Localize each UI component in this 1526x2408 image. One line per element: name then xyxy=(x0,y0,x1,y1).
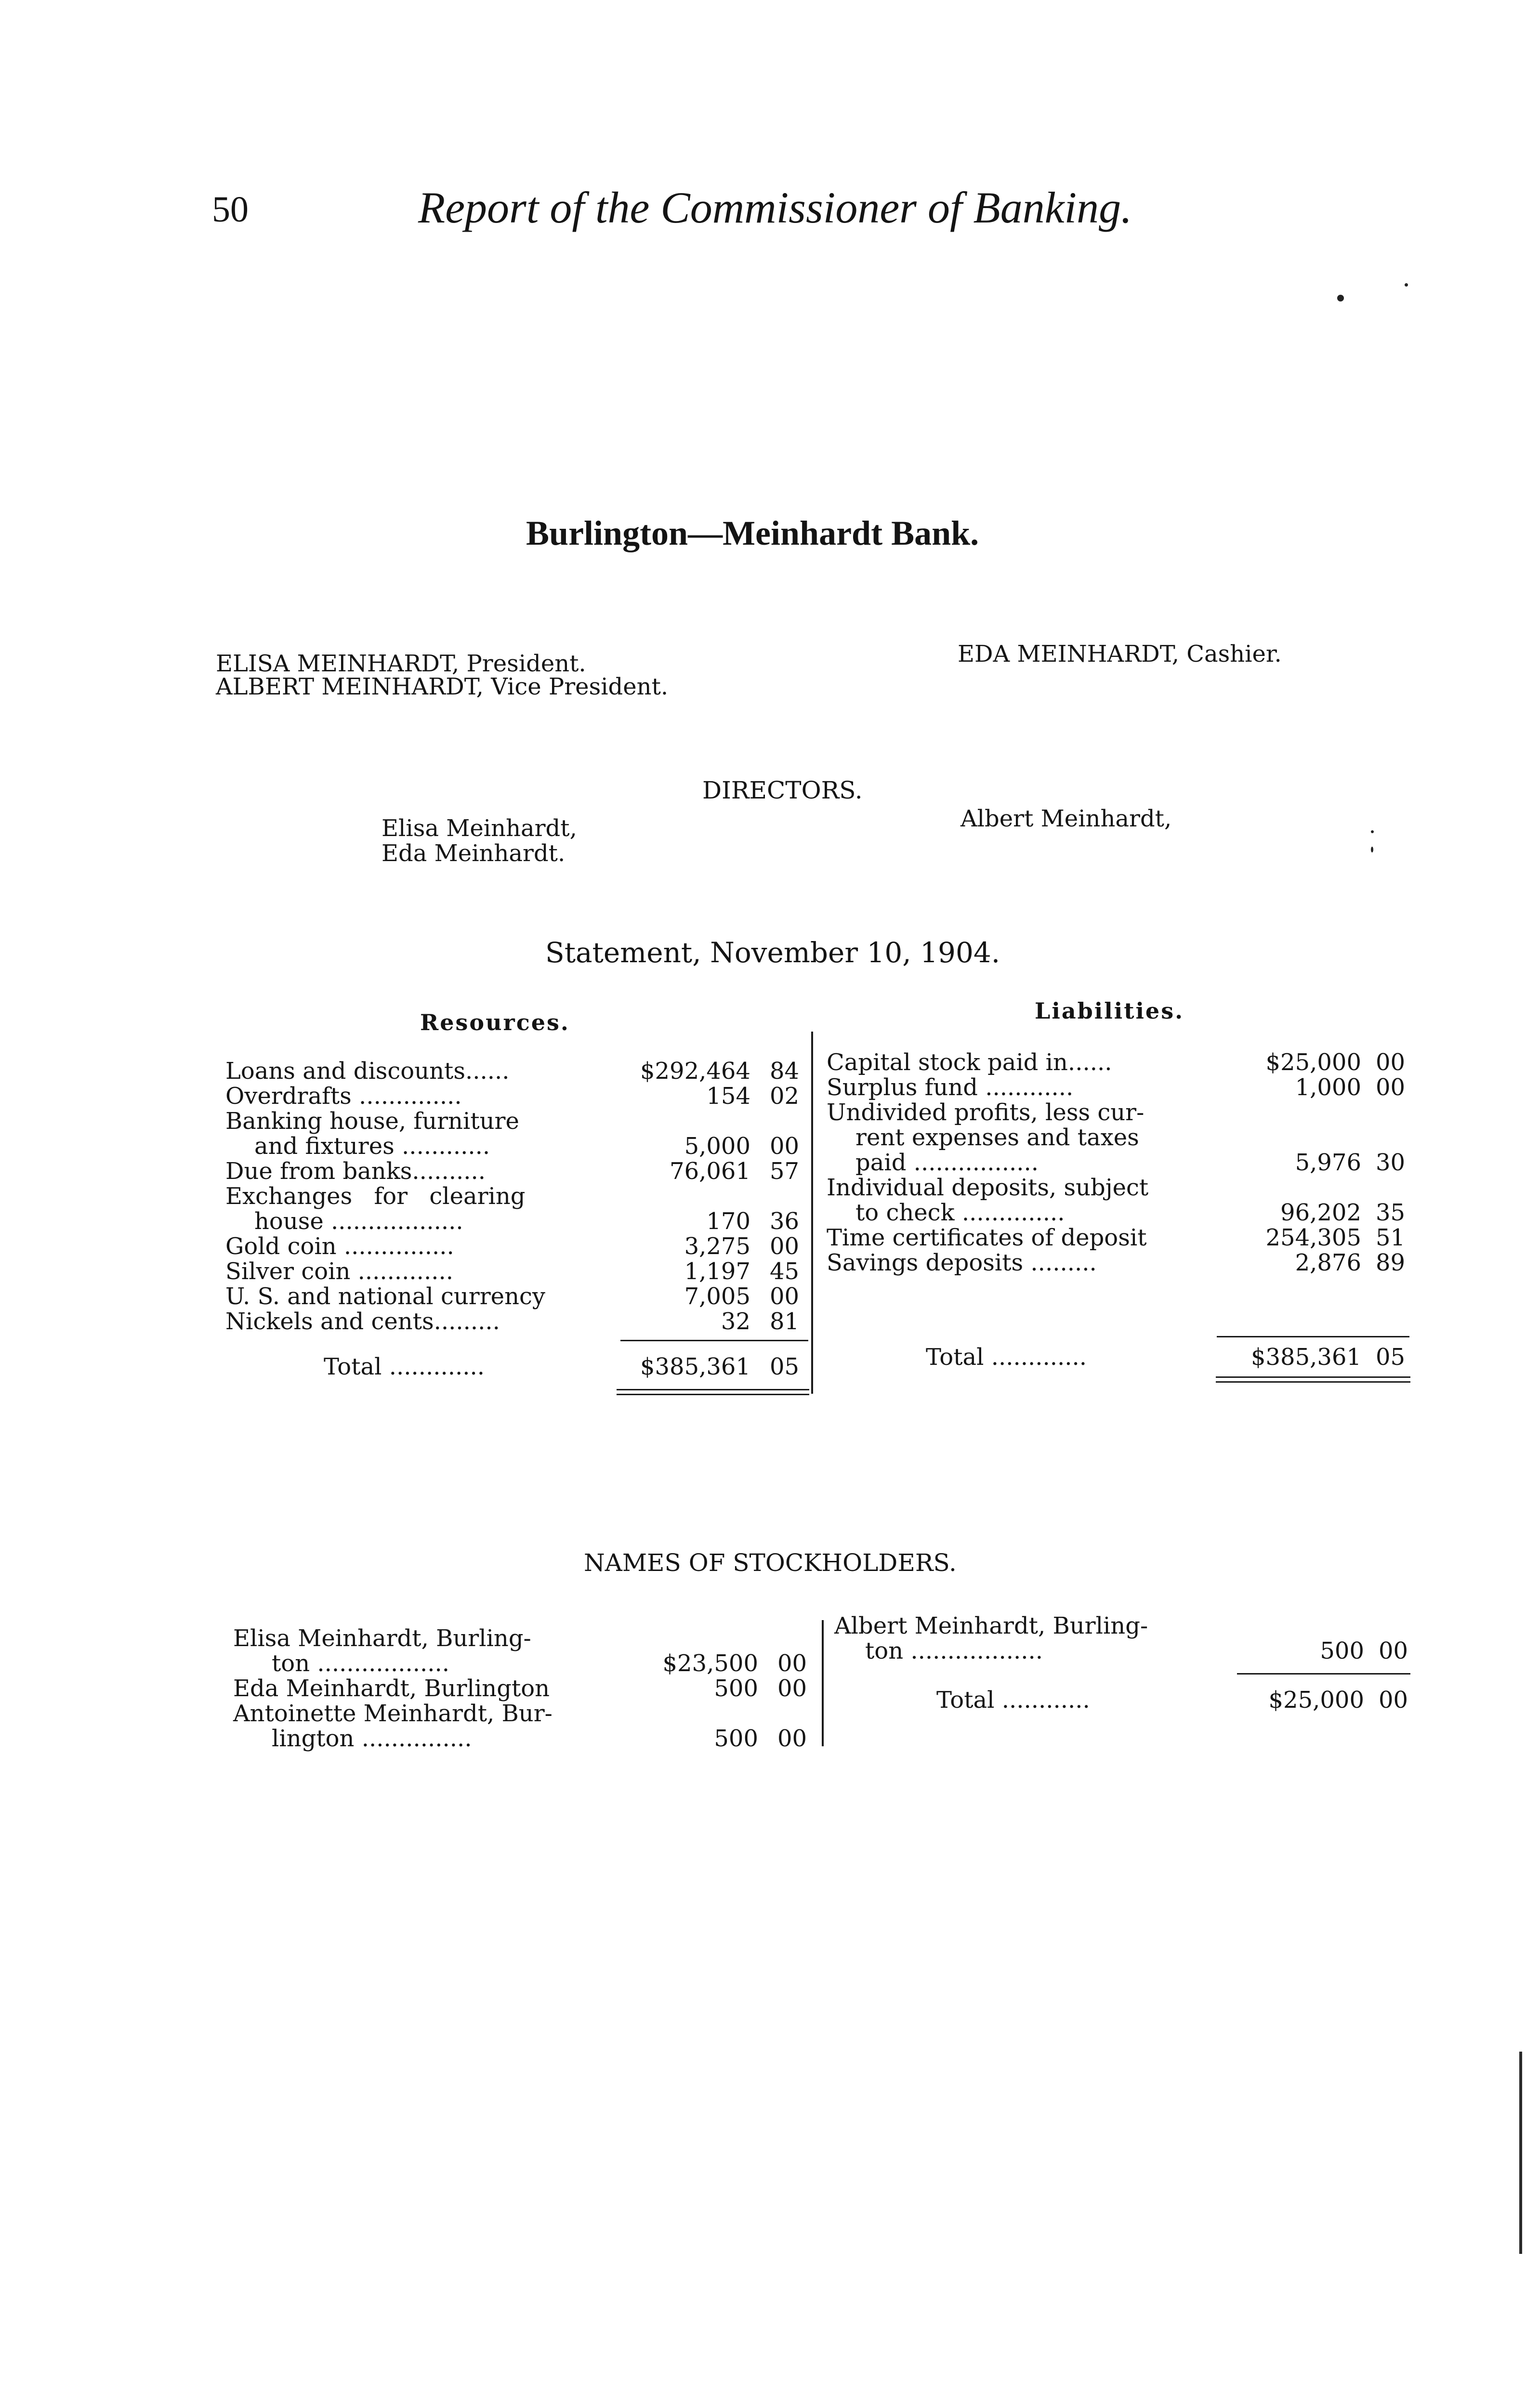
speck xyxy=(1337,295,1344,301)
speck xyxy=(1371,830,1374,833)
row-label: Savings deposits ......... xyxy=(827,1249,1097,1276)
row-cents: 45 xyxy=(770,1258,800,1285)
total-row xyxy=(834,1688,1412,1714)
speck xyxy=(1405,283,1408,287)
table-row xyxy=(225,1284,808,1311)
table-row xyxy=(233,1626,811,1653)
row-label: Surplus fund ............ xyxy=(827,1074,1074,1101)
table-row xyxy=(827,1200,1409,1227)
table-row xyxy=(225,1234,808,1261)
row-dollars: 3,275 xyxy=(684,1233,750,1260)
row-label: ton .................. xyxy=(865,1637,1043,1664)
row-dollars: 154 xyxy=(706,1083,750,1110)
row-cents: 00 xyxy=(1376,1049,1406,1076)
row-label: Time certificates of deposit xyxy=(827,1224,1147,1251)
director-name: Albert Meinhardt, xyxy=(960,805,1172,832)
liabilities-heading: Liabilities. xyxy=(1035,998,1184,1024)
row-label: Eda Meinhardt, Burlington xyxy=(233,1675,550,1702)
table-row xyxy=(225,1259,808,1286)
table-row xyxy=(827,1150,1409,1177)
row-label: ton .................. xyxy=(272,1650,449,1677)
row-cents: 30 xyxy=(1376,1149,1406,1176)
row-label: Undivided profits, less cur- xyxy=(827,1099,1144,1126)
row-label: Loans and discounts...... xyxy=(225,1058,510,1085)
directors-heading: DIRECTORS. xyxy=(702,776,863,804)
row-cents: 00 xyxy=(1376,1074,1406,1101)
row-label: rent expenses and taxes xyxy=(855,1124,1139,1151)
row-dollars: 96,202 xyxy=(1280,1199,1361,1226)
double-rule xyxy=(617,1389,809,1390)
speck xyxy=(1371,847,1373,852)
row-cents: 00 xyxy=(777,1725,807,1752)
total-row xyxy=(225,1354,808,1381)
subtotal-rule xyxy=(620,1340,808,1341)
row-label: Silver coin ............. xyxy=(225,1258,453,1285)
bank-title: Burlington—Meinhardt Bank. xyxy=(526,514,979,552)
table-row xyxy=(827,1175,1409,1202)
director-name: Elisa Meinhardt, xyxy=(382,815,577,842)
row-cents: 57 xyxy=(770,1158,800,1185)
total-dollars: $385,361 xyxy=(640,1353,750,1380)
officer-cashier: EDA MEINHARDT, Cashier. xyxy=(958,641,1282,667)
row-dollars: 76,061 xyxy=(670,1158,750,1185)
table-row xyxy=(827,1050,1409,1077)
row-label: Due from banks.......... xyxy=(225,1158,486,1185)
table-row xyxy=(225,1159,808,1186)
table-row xyxy=(827,1250,1409,1277)
row-dollars: 170 xyxy=(706,1208,750,1235)
scan-edge-artifact xyxy=(1519,2052,1522,2254)
table-row xyxy=(225,1084,808,1111)
row-dollars: $25,000 xyxy=(1265,1049,1361,1076)
row-label: Albert Meinhardt, Burling- xyxy=(834,1612,1148,1639)
table-row xyxy=(225,1059,808,1086)
row-dollars: 2,876 xyxy=(1295,1249,1361,1276)
double-rule xyxy=(617,1394,809,1395)
table-row xyxy=(225,1209,808,1236)
row-dollars: 500 xyxy=(1320,1637,1364,1664)
double-rule xyxy=(1216,1376,1410,1378)
row-cents: 00 xyxy=(777,1650,807,1677)
row-dollars: 1,000 xyxy=(1295,1074,1361,1101)
resources-table xyxy=(225,1059,808,1425)
row-cents: 51 xyxy=(1376,1224,1406,1251)
stockholders-left xyxy=(233,1626,811,1761)
row-cents: 00 xyxy=(777,1675,807,1702)
row-dollars: $292,464 xyxy=(640,1058,750,1085)
row-dollars: 1,197 xyxy=(684,1258,750,1285)
page-number: 50 xyxy=(212,189,249,230)
row-label: Nickels and cents......... xyxy=(225,1308,500,1335)
row-dollars: 500 xyxy=(714,1675,758,1702)
table-row xyxy=(225,1309,808,1336)
officer-vice-president: ALBERT MEINHARDT, Vice President. xyxy=(216,673,669,700)
subtotal-rule xyxy=(1217,1336,1409,1337)
column-divider xyxy=(811,1032,813,1394)
total-dollars: $25,000 xyxy=(1268,1687,1364,1714)
row-dollars: 32 xyxy=(721,1308,750,1335)
liabilities-table xyxy=(827,1050,1409,1416)
row-cents: 00 xyxy=(770,1133,800,1160)
row-cents: 35 xyxy=(1376,1199,1406,1226)
row-label: Overdrafts .............. xyxy=(225,1083,462,1110)
subtotal-rule xyxy=(1237,1673,1410,1675)
row-label: paid ................. xyxy=(855,1149,1039,1176)
row-cents: 89 xyxy=(1376,1249,1406,1276)
row-dollars: 7,005 xyxy=(684,1283,750,1310)
row-dollars: 254,305 xyxy=(1265,1224,1361,1251)
row-cents: 36 xyxy=(770,1208,800,1235)
total-cents: 00 xyxy=(1379,1687,1408,1714)
row-label: to check .............. xyxy=(855,1199,1065,1226)
table-row xyxy=(233,1726,811,1753)
row-label: and fixtures ............ xyxy=(254,1133,490,1160)
row-cents: 00 xyxy=(770,1233,800,1260)
row-cents: 02 xyxy=(770,1083,800,1110)
table-row xyxy=(225,1109,808,1136)
row-dollars: 5,976 xyxy=(1295,1149,1361,1176)
row-cents: 00 xyxy=(770,1283,800,1310)
table-row xyxy=(827,1075,1409,1102)
table-row xyxy=(827,1225,1409,1252)
stockholders-divider xyxy=(822,1620,824,1746)
table-row xyxy=(834,1638,1412,1665)
row-cents: 00 xyxy=(1379,1637,1408,1664)
row-label: house .................. xyxy=(254,1208,463,1235)
statement-heading: Statement, November 10, 1904. xyxy=(545,936,1000,969)
table-row xyxy=(225,1134,808,1161)
row-label: U. S. and national currency xyxy=(225,1283,545,1310)
table-row xyxy=(225,1184,808,1211)
row-label: lington ............... xyxy=(272,1725,472,1752)
table-row xyxy=(827,1100,1409,1127)
row-dollars: $23,500 xyxy=(662,1650,758,1677)
table-row xyxy=(834,1613,1412,1640)
officer-president: ELISA MEINHARDT, President. xyxy=(216,650,586,677)
director-name: Eda Meinhardt. xyxy=(382,840,566,867)
total-row xyxy=(827,1345,1409,1372)
stockholders-right xyxy=(834,1613,1412,1734)
row-cents: 81 xyxy=(770,1308,800,1335)
running-title: Report of the Commissioner of Banking. xyxy=(418,183,1132,232)
resources-heading: Resources. xyxy=(420,1009,570,1035)
row-label: Banking house, furniture xyxy=(225,1108,519,1135)
total-cents: 05 xyxy=(1376,1344,1406,1371)
total-label: Total ............. xyxy=(324,1353,485,1380)
row-label: Antoinette Meinhardt, Bur- xyxy=(233,1700,553,1727)
table-row xyxy=(827,1125,1409,1152)
row-dollars: 5,000 xyxy=(684,1133,750,1160)
stockholders-heading: NAMES OF STOCKHOLDERS. xyxy=(584,1549,957,1577)
row-label: Capital stock paid in...... xyxy=(827,1049,1112,1076)
row-label: Gold coin ............... xyxy=(225,1233,454,1260)
table-row xyxy=(233,1701,811,1728)
row-label: Elisa Meinhardt, Burling- xyxy=(233,1625,531,1652)
row-cents: 84 xyxy=(770,1058,800,1085)
total-label: Total ............ xyxy=(936,1687,1090,1714)
row-label: Individual deposits, subject xyxy=(827,1174,1149,1201)
total-cents: 05 xyxy=(770,1353,800,1380)
table-row xyxy=(233,1651,811,1678)
row-label: Exchanges for clearing xyxy=(225,1183,526,1210)
total-dollars: $385,361 xyxy=(1250,1344,1361,1371)
total-label: Total ............. xyxy=(926,1344,1087,1371)
double-rule xyxy=(1216,1381,1410,1383)
row-dollars: 500 xyxy=(714,1725,758,1752)
table-row xyxy=(233,1676,811,1703)
